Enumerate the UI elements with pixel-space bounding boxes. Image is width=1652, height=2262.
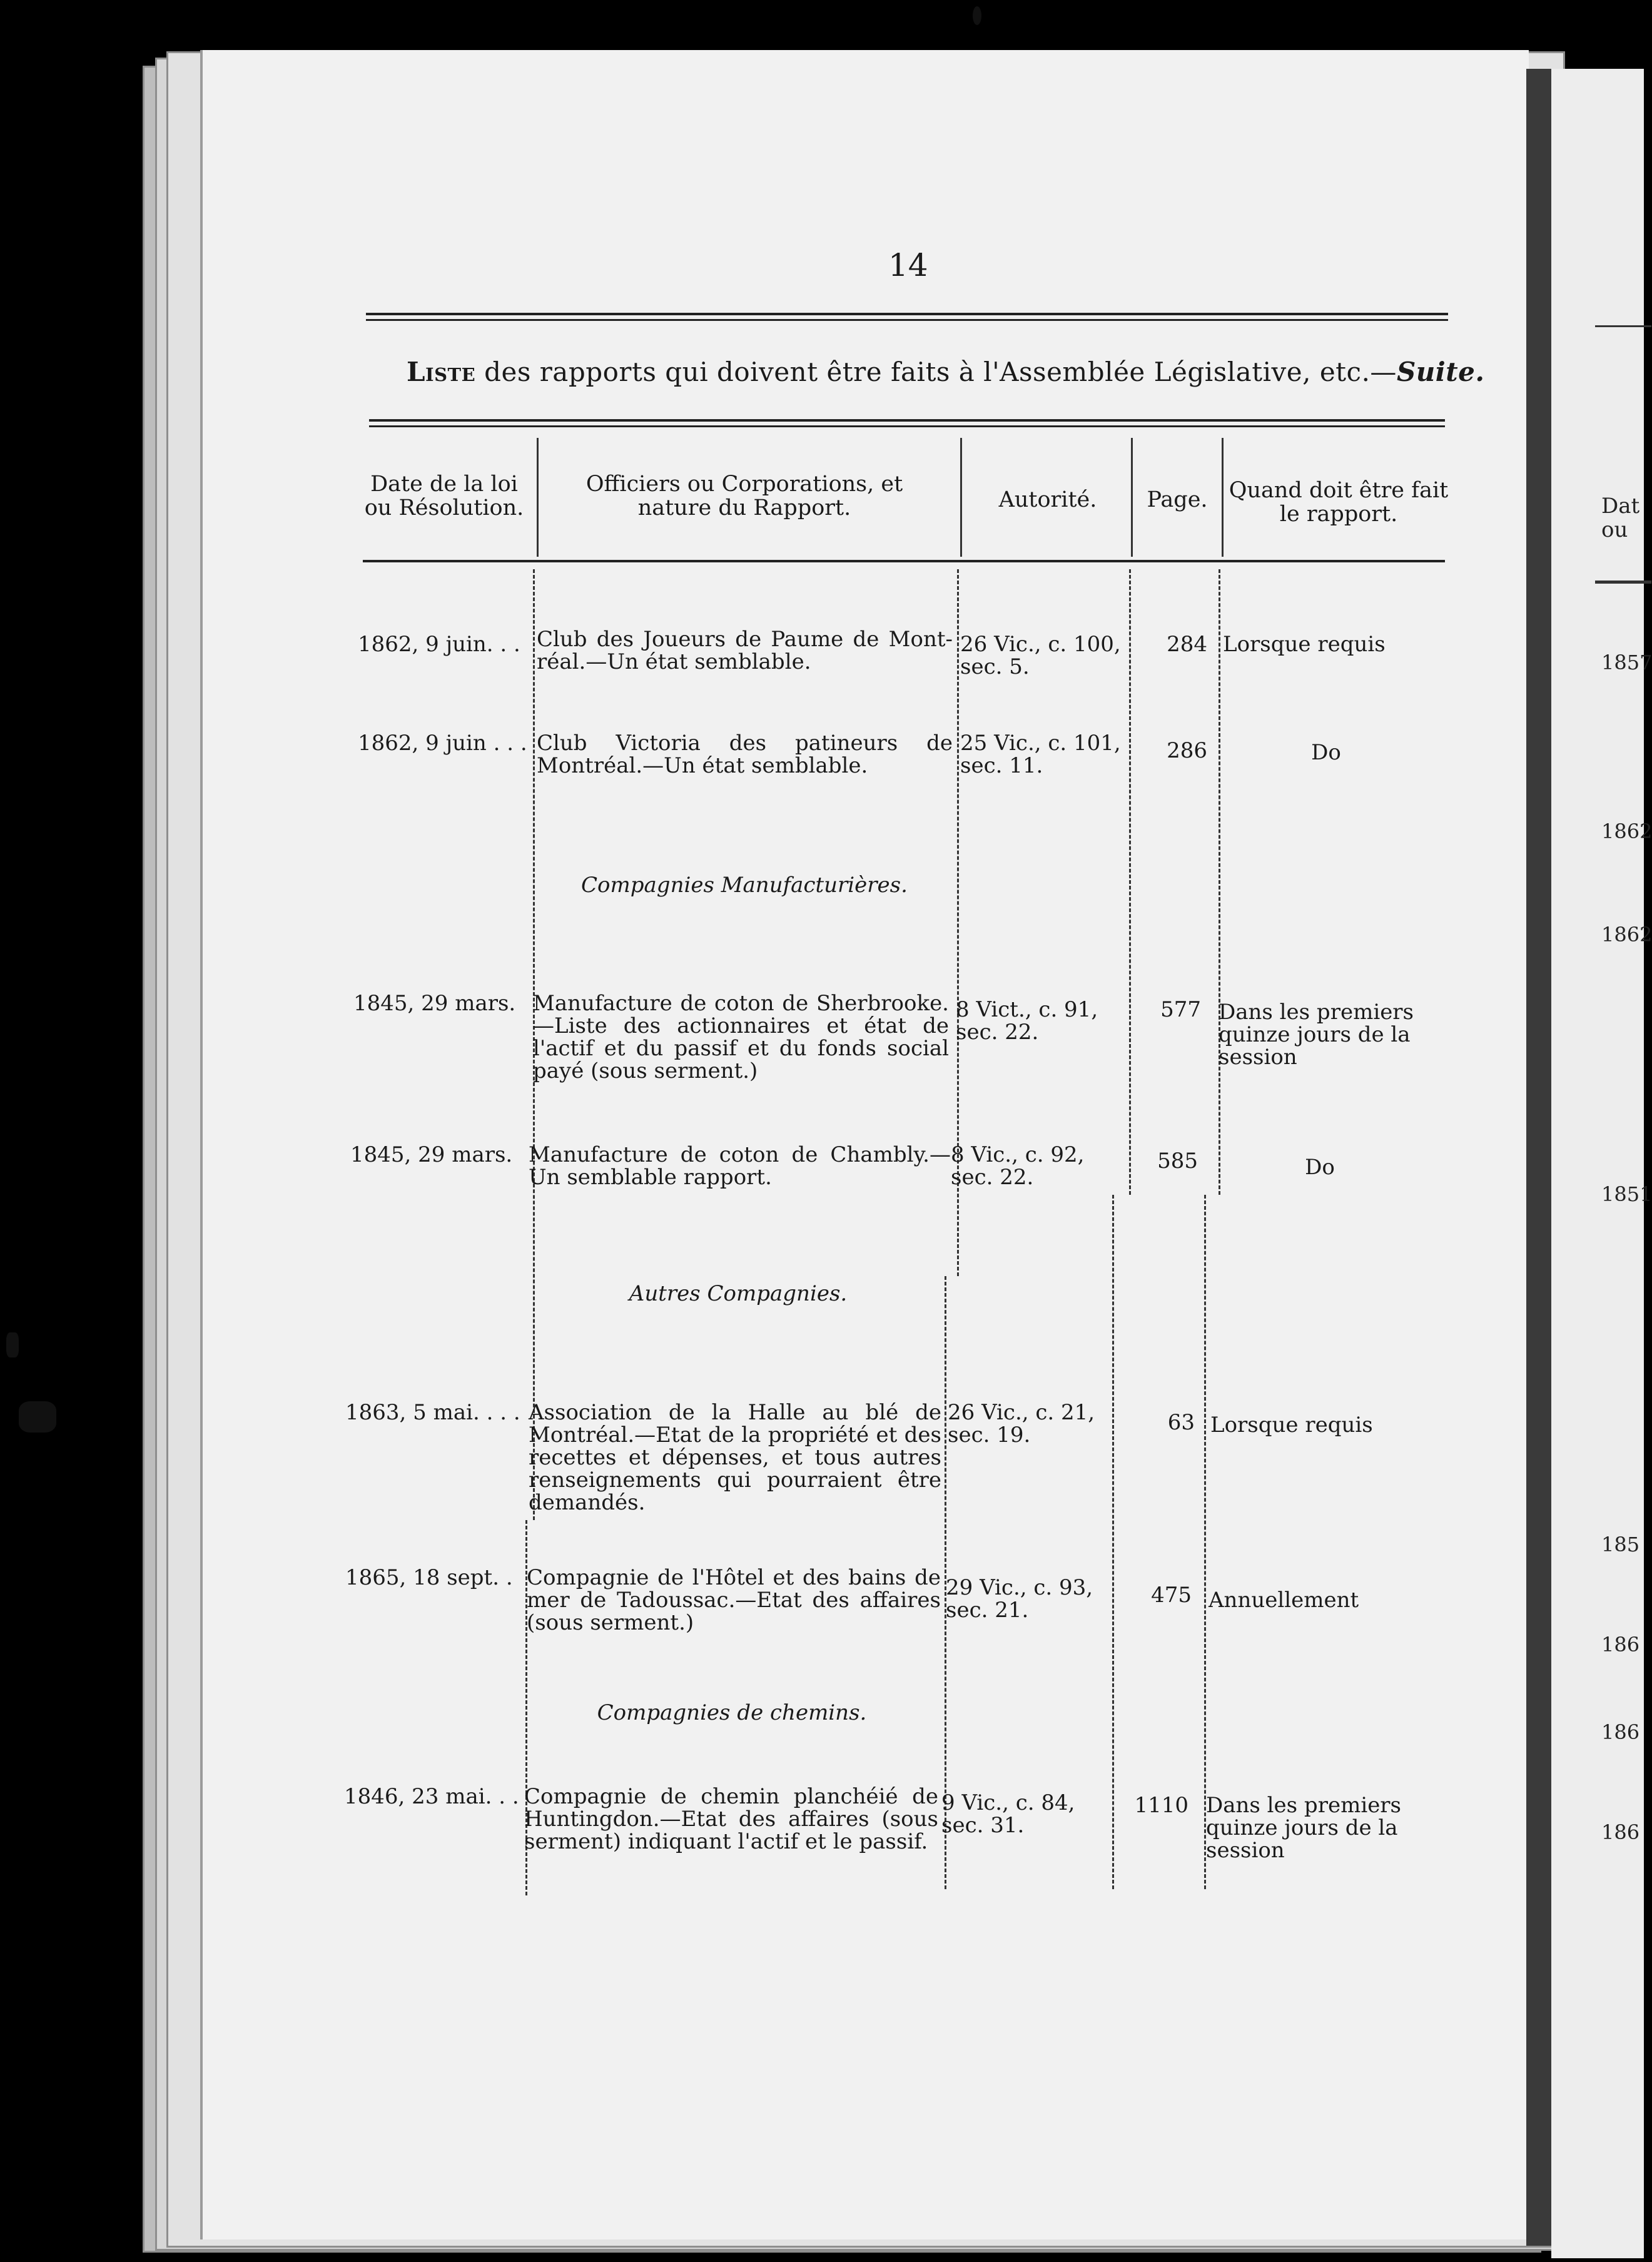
row-page: 286 [1167, 738, 1207, 763]
row-when: Dans les premiers quinze jours de la session [1219, 1000, 1414, 1070]
book-gutter [1526, 69, 1551, 2246]
row-date: 1865, 18 sept. . [345, 1565, 513, 1590]
column-rule [1222, 438, 1224, 557]
row-description: Compagnie de chemin planchéié de Huntingdon.—Etat des affaires (sous serment) indiquant l'actif et le passif. [524, 1784, 938, 1854]
ink-speck [973, 6, 981, 25]
row-description: Manufacture de coton de Sherbrooke.—Liste des actionnaires et état de l'actif et du passif et du fonds social payé (sous serment.) [533, 991, 949, 1083]
row-authority: 26 Vic., c. 21, sec. 19. [948, 1400, 1095, 1448]
row-when: Do [1311, 740, 1341, 765]
row-authority: 26 Vic., c. 100, sec. 5. [960, 632, 1121, 679]
column-rule [1204, 1195, 1206, 1889]
row-description: Association de la Halle au blé de Montréal.—Etat de la propriété et des recettes et dépenses, et tous autres renseignements qui pourraient être demandés. [529, 1400, 941, 1515]
row-when: Lorsque requis [1223, 632, 1386, 657]
row-when: Annuellement [1209, 1588, 1359, 1613]
row-when: Lorsque requis [1210, 1412, 1373, 1438]
column-rule [537, 438, 539, 557]
top-double-rule [366, 313, 1448, 321]
next-page-date: 1857 [1601, 651, 1652, 674]
next-page-fragment [1551, 69, 1652, 2258]
title-main: des rapports qui doivent être faits à l'Assemblée Législative, etc.— [475, 357, 1397, 387]
row-page: 585 [1157, 1149, 1198, 1174]
header-top-rule [369, 419, 1445, 427]
next-page-date: 1862 [1601, 819, 1652, 843]
row-page: 1110 [1134, 1793, 1188, 1818]
row-date: 1846, 23 mai. . . [344, 1784, 519, 1809]
row-description: Club Victoria des patineurs de Montréal.—Un état semblable. [537, 731, 953, 778]
column-rule [960, 438, 962, 557]
row-authority: 8 Vic., c. 92, sec. 22. [951, 1142, 1085, 1190]
column-rule [1219, 569, 1220, 1195]
header-officers: Officiers ou Corporations, et nature du Rapport. [585, 472, 903, 520]
column-rule [1129, 569, 1131, 1195]
page-number: 14 [888, 247, 928, 283]
column-rule [1131, 438, 1133, 557]
section-heading: Autres Compagnies. [629, 1281, 848, 1306]
next-page-date: 1851 [1601, 1182, 1652, 1206]
next-page-date: 186 [1601, 1633, 1640, 1656]
row-page: 63 [1167, 1410, 1195, 1435]
row-authority: 8 Vict., c. 91, sec. 22. [956, 997, 1098, 1045]
header-when: Quand doit être fait le rapport. [1229, 478, 1449, 527]
next-page-date: 186 [1601, 1720, 1640, 1744]
page-title [407, 357, 1485, 387]
row-date: 1863, 5 mai. . . . [345, 1400, 520, 1425]
column-rule [1112, 1195, 1114, 1889]
row-date: 1845, 29 mars. [350, 1142, 513, 1167]
row-date: 1862, 9 juin. . . [358, 632, 520, 657]
next-page-date: 185 [1601, 1533, 1640, 1556]
row-description: Manufacture de coton de Chambly.—Un semblable rapport. [529, 1142, 951, 1190]
row-date: 1845, 29 mars. [353, 991, 516, 1016]
header-page: Page. [1147, 487, 1208, 512]
row-description: Compagnie de l'Hôtel et des bains de mer de Tadoussac.—Etat des affaires (sous serment.) [527, 1565, 941, 1635]
header-bottom-rule [363, 560, 1445, 562]
ink-speck [19, 1401, 56, 1433]
next-page-date: 186 [1601, 1820, 1640, 1844]
ink-speck [6, 1332, 19, 1357]
row-when: Dans les premiers quinze jours de la session [1206, 1793, 1402, 1863]
header-date: Date de la loi ou Résolution. [364, 472, 524, 520]
row-authority: 29 Vic., c. 93, sec. 21. [946, 1575, 1093, 1623]
next-page-date: 1862 [1601, 923, 1652, 946]
row-page: 577 [1160, 997, 1201, 1022]
title-lead: Liste [407, 357, 476, 387]
row-page: 284 [1167, 632, 1207, 657]
row-description: Club des Joueurs de Paume de Mont-réal.—Un état semblable. [537, 627, 953, 674]
header-authority: Autorité. [998, 487, 1097, 512]
row-authority: 25 Vic., c. 101, sec. 11. [960, 731, 1121, 778]
next-page-rule [1595, 325, 1651, 327]
section-heading: Compagnies Manufacturières. [581, 873, 908, 898]
row-authority: 9 Vic., c. 84, sec. 31. [941, 1790, 1075, 1838]
next-page-rule [1595, 581, 1651, 584]
title-suite: Suite. [1396, 357, 1485, 387]
next-page-header: Dat ou [1601, 494, 1640, 542]
section-heading: Compagnies de chemins. [597, 1700, 867, 1725]
row-when: Do [1305, 1155, 1335, 1180]
row-date: 1862, 9 juin . . . [358, 731, 527, 756]
row-page: 475 [1151, 1583, 1192, 1608]
